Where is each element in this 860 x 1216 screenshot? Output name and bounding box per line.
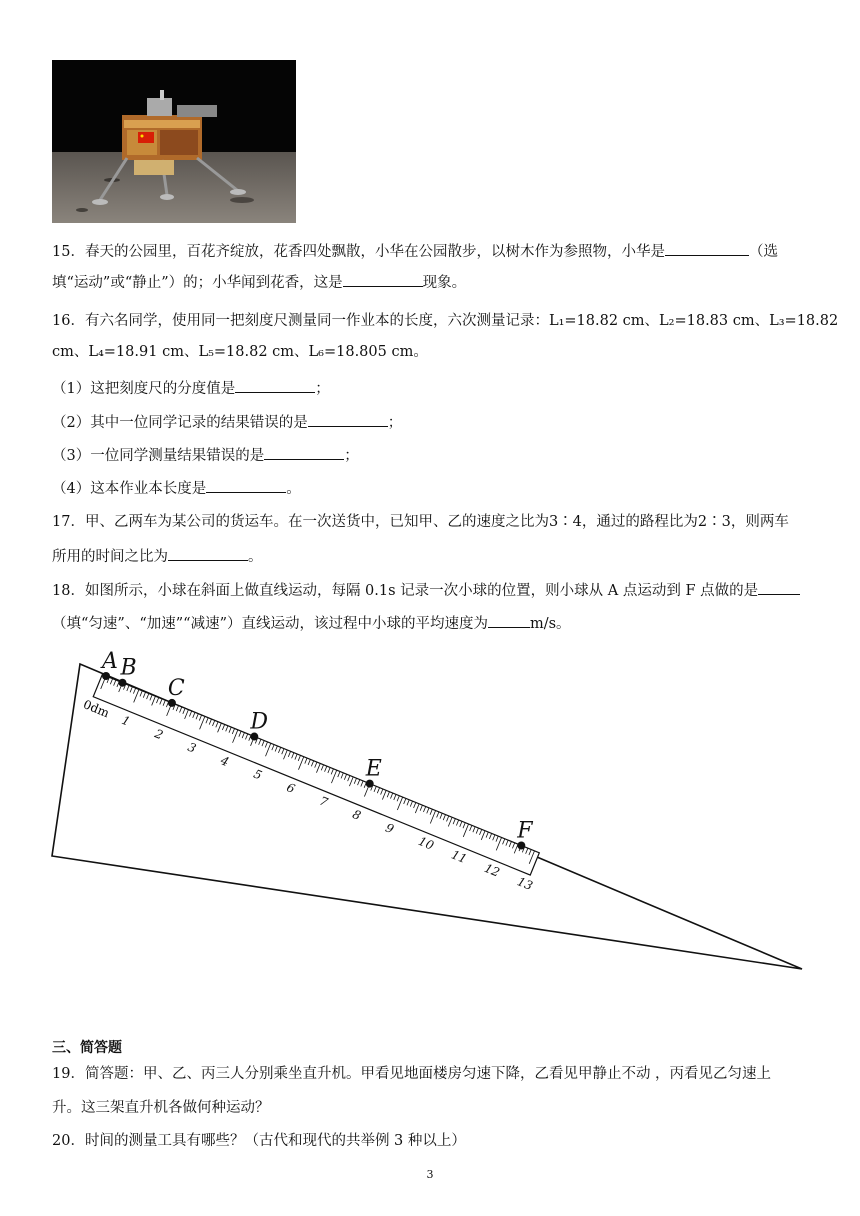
ruler-tick-label: 6 [284, 780, 297, 797]
punct: 。 [248, 549, 263, 565]
ruler-unit-label: 0dm [81, 697, 112, 721]
punct: ； [344, 448, 359, 464]
ruler-tick-label: 11 [449, 847, 469, 867]
q16-sub3-text: （3）一位同学测量结果错误的是 [52, 448, 265, 464]
q17-text-2: 所用的时间之比为 [52, 549, 168, 565]
point-label-A: A [102, 649, 118, 674]
question-15-line-2 [52, 272, 466, 293]
punct: ； [315, 381, 330, 397]
q16-sub4-text: （4）这本作业本长度是 [52, 481, 207, 497]
answer-blank[interactable] [758, 580, 800, 595]
q15-text-3: 现象。 [422, 275, 467, 291]
lunar-lander-photo [52, 60, 296, 223]
ruler-tick-label: 10 [416, 833, 436, 853]
ruler-tick-label: 5 [251, 766, 264, 783]
question-17-line-1: 17．甲、乙两车为某公司的货运车。在一次送货中，已知甲、乙的速度之比为3∶4，通过的路程比为2∶3，则两车 [52, 514, 789, 530]
question-16-sub-4 [52, 478, 301, 499]
ruler-tick-label: 1 [119, 712, 133, 729]
answer-blank[interactable] [168, 546, 248, 561]
ruler-tick-label: 12 [482, 860, 502, 880]
answer-blank[interactable] [235, 378, 315, 393]
ruler-tick-label: 7 [317, 793, 330, 810]
question-19-line-1: 19．简答题：甲、乙、丙三人分别乘坐直升机。甲看见地面楼房匀速下降，乙看见甲静止不动 ，丙看见乙匀速上 [52, 1066, 772, 1082]
question-16-sub-1 [52, 378, 330, 399]
q15-text-tail: （选 [748, 244, 778, 260]
question-15-line-1 [52, 241, 778, 262]
answer-blank[interactable] [665, 241, 749, 256]
ruler-tick-label: 3 [185, 739, 199, 756]
point-label-D: D [250, 709, 268, 735]
incline-ruler-figure [40, 636, 820, 976]
punct: 。 [286, 481, 301, 497]
ruler-tick-label: 8 [350, 807, 363, 823]
point-label-B: B [120, 655, 137, 681]
answer-blank[interactable] [343, 272, 423, 287]
question-16-sub-2 [52, 412, 402, 433]
ruler-tick-label: 2 [152, 726, 166, 743]
answer-blank[interactable] [308, 412, 388, 427]
question-16-line-2: cm、L₄=18.91 cm、L₅=18.82 cm、L₆=18.805 cm。 [52, 344, 428, 360]
question-16-line-1: 16．有六名同学，使用同一把刻度尺测量同一作业本的长度，六次测量记录：L₁=18.82 cm、L₂=18.83 cm、L₃=18.82 [52, 313, 839, 329]
question-19-line-2: 升。这三架直升机各做何种运动？ [52, 1100, 270, 1116]
question-16-sub-3 [52, 445, 359, 466]
ruler-tick-label: 4 [218, 753, 232, 770]
punct: ； [387, 415, 403, 431]
question-18-line-2 [52, 613, 571, 634]
question-18-line-1 [52, 580, 800, 601]
ruler-body [93, 674, 539, 875]
point-label-F: F [517, 818, 533, 844]
section-3-heading: 三、简答题 [52, 1040, 122, 1056]
q16-sub2-text: （2）其中一位同学记录的结果错误的是 [52, 415, 308, 431]
ruler-tick-label: 13 [515, 874, 535, 894]
answer-blank[interactable] [206, 478, 286, 493]
q18-text-1: 18．如图所示，小球在斜面上做直线运动，每隔 0.1s 记录一次小球的位置，则小球从 A 点运动到 F 点做的是 [52, 583, 759, 599]
answer-blank[interactable] [488, 613, 530, 628]
q16-sub1-text: （1）这把刻度尺的分度值是 [52, 381, 236, 397]
question-20: 20．时间的测量工具有哪些？（古代和现代的共举例 3 种以上） [52, 1133, 466, 1149]
point-label-C: C [167, 675, 185, 701]
q18-text-3: m/s。 [529, 616, 571, 632]
q15-text-1: 15．春天的公园里，百花齐绽放，花香四处飘散，小华在公园散步，以树木作为参照物，小华是 [52, 244, 665, 260]
point-label-E: E [365, 756, 382, 782]
answer-blank[interactable] [264, 445, 344, 460]
ruler-tick-label: 9 [383, 820, 396, 837]
question-17-line-2 [52, 546, 263, 567]
page-number: 3 [426, 1168, 434, 1181]
q15-text-2: 填“运动”或“静止”）的；小华闻到花香，这是 [52, 275, 343, 291]
q18-text-2: （填“匀速”、“加速”“减速”）直线运动，该过程中小球的平均速度为 [52, 616, 488, 632]
